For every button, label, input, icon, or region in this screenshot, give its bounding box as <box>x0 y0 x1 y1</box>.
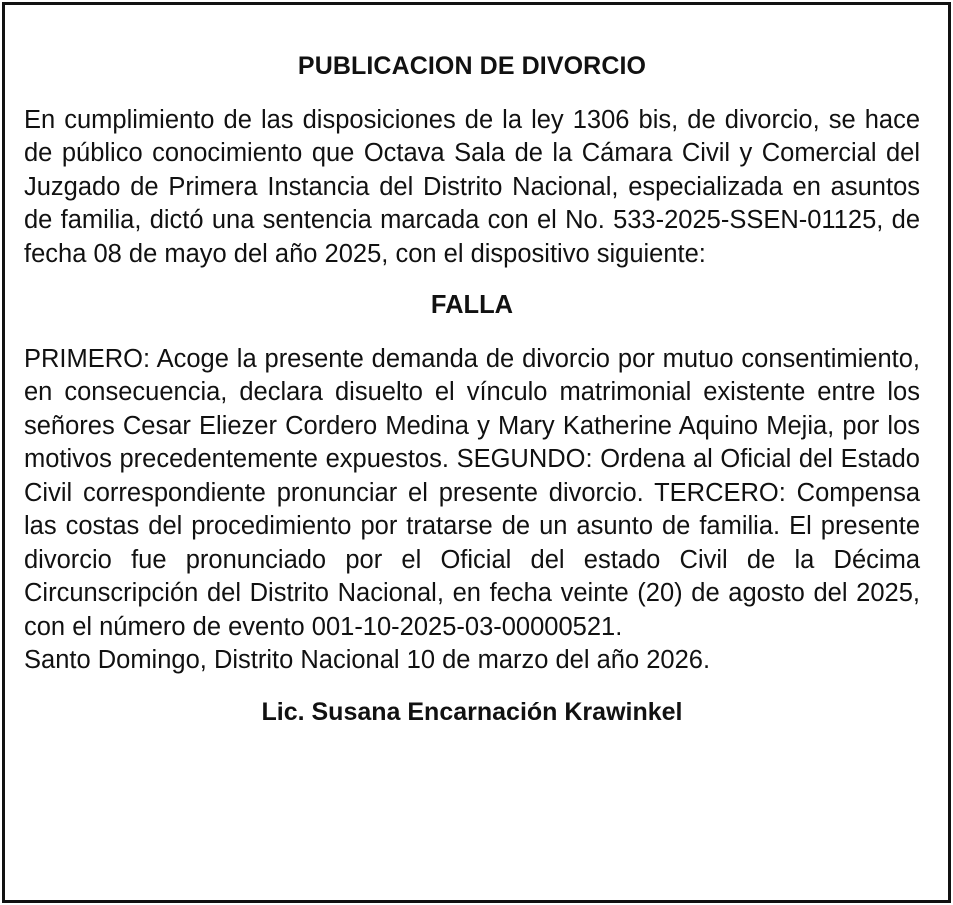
place-date: Santo Domingo, Distrito Nacional 10 de marzo del año 2026. <box>24 646 711 674</box>
notice-title: PUBLICACION DE DIVORCIO <box>297 52 647 80</box>
ruling-paragraph: PRIMERO: Acoge la presente demanda de divorcio por mutuo consentimiento, en consecuencia, declara disuelto el vínculo matrimonial existente entre los señores Cesar Eliezer Cordero Medina y Mary Katherine Aquino Mejia, por los motivos precedentemente expuestos. SEGUNDO: Ordena al Oficial del Estado Civil correspondiente pronunciar el presente divorcio. TERCERO: Compensa las costas del procedimiento por tratarse de un asunto de familia. El presente divorcio fue pronunciado por el Oficial del estado Civil de la Décima Circunscripción del Distrito Nacional, en fecha veinte (20) de agosto del 2025, con el número de evento 001-10-2025-03-00000521. <box>24 344 920 641</box>
signature: Lic. Susana Encarnación Krawinkel <box>261 697 683 726</box>
intro-paragraph: En cumplimiento de las disposiciones de la ley 1306 bis, de divorcio, se hace de público conocimiento que Octava Sala de la Cámara Civil y Comercial del Juzgado de Primera Instancia del Distrito Nacional, especializada en asuntos de familia, dictó una sentencia marcada con el No. 533-2025-SSEN-01125, de fecha 08 de mayo del año 2025, con el dispositivo siguiente: <box>24 105 920 268</box>
legal-notice <box>24 50 920 729</box>
section-heading: FALLA <box>430 291 514 319</box>
